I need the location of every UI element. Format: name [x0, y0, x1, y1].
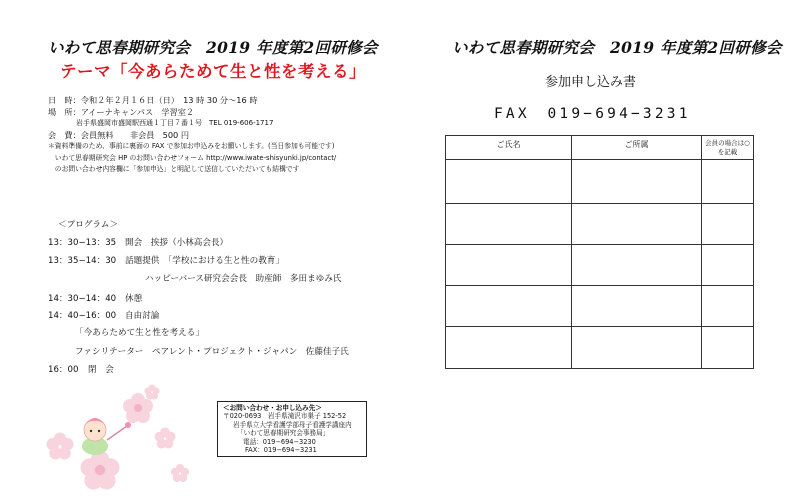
member-cell[interactable]: [702, 245, 754, 286]
contact-postal: 〒020-0693 岩手県滝沢市巣子 152-52: [223, 412, 347, 421]
name-cell[interactable]: [446, 286, 572, 327]
left-title: いわて思春期研究会 2019 年度第2回研修会: [48, 38, 378, 57]
form-title: 参加申し込み書: [545, 75, 637, 90]
program-item: [48, 309, 160, 321]
program-item: ハッピーバース研究会会長 助産師 多田まゆみ氏: [145, 274, 342, 284]
table-row: [446, 160, 754, 204]
affiliation-cell[interactable]: [572, 245, 702, 286]
event-info: [48, 95, 336, 176]
contact-dept: 岩手県立大学看護学部母子看護学講座内: [233, 420, 352, 429]
contact-fax: FAX：019−694−3231: [245, 446, 317, 455]
table-row: [446, 327, 754, 369]
cherry-blossom-illustration: [40, 378, 210, 496]
info-address: 岩手県盛岡市盛岡駅西通１丁目７番１号 TEL 019-606-1717: [48, 119, 274, 127]
contact-phone: 電話：019−694−3230: [243, 437, 316, 446]
member-cell[interactable]: [702, 327, 754, 369]
affiliation-cell[interactable]: [572, 160, 702, 204]
program-text: 休憩: [125, 294, 143, 304]
info-note-3: のお問い合わせ内容欄に「参加申込」と明記して送信していただいても結構です: [48, 165, 300, 173]
name-cell[interactable]: [446, 204, 572, 245]
program-item: [48, 292, 143, 304]
program-item: [48, 236, 229, 248]
theme-heading: テーマ「今あらためて生と性を考える」: [60, 62, 366, 81]
name-cell[interactable]: [446, 160, 572, 204]
program-time: 16：00: [48, 365, 79, 375]
program-text: 話題提供 「学校における生と性の教育」: [125, 256, 284, 266]
affiliation-cell[interactable]: [572, 327, 702, 369]
info-note-1: ＊資料準備のため、事前に裏面の FAX で参加お申込みをお願いします。(当日参加も可能です): [48, 142, 335, 150]
registration-table: [445, 135, 754, 369]
name-cell[interactable]: [446, 245, 572, 286]
contact-office: 「いわて思春期研究会事務局」: [237, 429, 330, 438]
right-title: いわて思春期研究会 2019 年度第2回研修会: [452, 38, 782, 57]
info-fee: 会 費：会員無料 非会員 500 円: [48, 129, 190, 140]
program-time: 13：30−13：35: [48, 238, 117, 248]
column-header-affiliation: ご所属: [572, 136, 702, 160]
program-text: 閉 会: [88, 365, 114, 375]
contact-heading: ＜お問い合わせ・お申し込み先＞: [223, 404, 322, 412]
affiliation-cell[interactable]: [572, 286, 702, 327]
member-cell[interactable]: [702, 160, 754, 204]
table-row: [446, 245, 754, 286]
member-cell[interactable]: [702, 286, 754, 327]
program-time: 13：35−14：30: [48, 256, 117, 266]
program-time: 14：40−16：00: [48, 311, 117, 321]
info-datetime: 日 時：令和２年２月１６日（日） 13 時 30 分～16 時: [48, 95, 258, 105]
program-time: 14：30−14：40: [48, 294, 117, 304]
table-row: [446, 286, 754, 327]
program-item: ファシリテーター ペアレント・プロジェクト・ジャパン 佐藤佳子氏: [75, 347, 349, 357]
program-item: 「今あらためて生と性を考える」: [75, 328, 204, 338]
column-header-member: 会員の場合は○を記載: [702, 136, 754, 160]
program-item: [48, 254, 284, 266]
fax-number: FAX 019−694−3231: [494, 106, 691, 122]
table-header-row: [446, 136, 754, 160]
info-note-2: いわて思春期研究会 HP のお問い合わせフォーム http://www.iwate-shisyunki.jp/contact/: [48, 153, 337, 162]
table-row: [446, 204, 754, 245]
info-venue: 場 所：アイーナキャンパス 学習室２: [48, 106, 195, 117]
program-text: 自由討論: [125, 311, 160, 321]
program-item: [48, 363, 114, 375]
program-heading: ＜プログラム＞: [58, 220, 119, 230]
affiliation-cell[interactable]: [572, 204, 702, 245]
program-text: 開会 挨拶（小林高会長）: [125, 238, 229, 248]
contact-box: [217, 401, 367, 457]
column-header-name: ご氏名: [446, 136, 572, 160]
name-cell[interactable]: [446, 327, 572, 369]
member-cell[interactable]: [702, 204, 754, 245]
